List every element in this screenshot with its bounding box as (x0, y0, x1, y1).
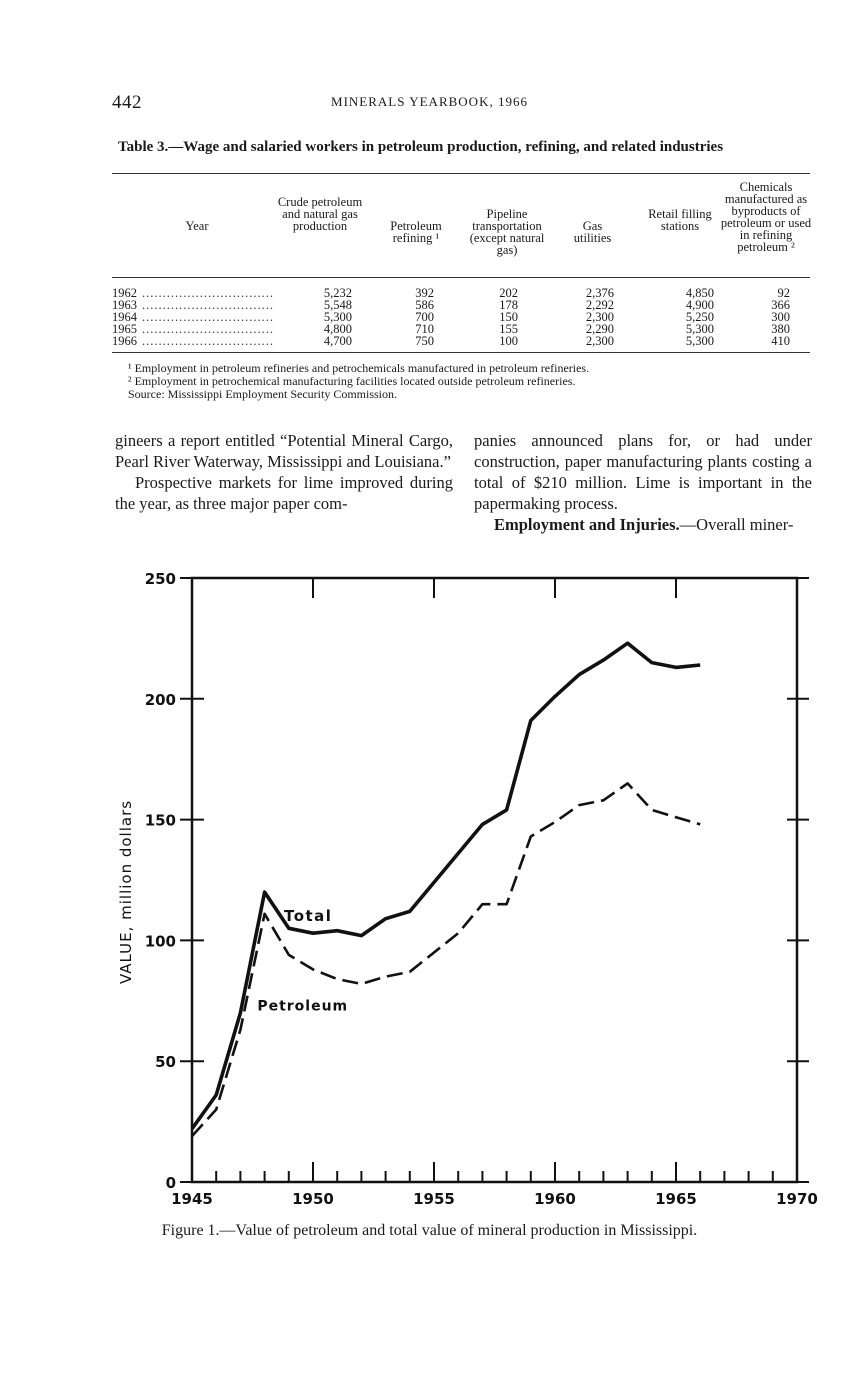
cell-year: 1963 (112, 298, 137, 312)
x-tick-label: 1960 (534, 1190, 576, 1208)
cell-year: 1966 (112, 334, 137, 348)
cell-crude: 5,232 (323, 286, 352, 300)
table-header-pipeline: Pipeline transportation (except natural gas) (469, 207, 545, 257)
x-tick-label: 1955 (413, 1190, 455, 1208)
chart-labels (117, 570, 818, 1208)
cell-chemicals: 92 (777, 286, 790, 300)
cell-gas: 2,300 (585, 310, 614, 324)
table-footnote-1: ¹ Employment in petroleum refineries and petrochemicals manufactured in petroleum refineries. (128, 361, 590, 375)
cell-retail: 4,900 (685, 298, 714, 312)
figure-caption: Figure 1.—Value of petroleum and total value of mineral production in Mississippi. (161, 1222, 698, 1239)
value-chart (0, 560, 859, 1215)
x-tick-label: 1945 (171, 1190, 213, 1208)
cell-crude: 4,800 (323, 322, 352, 336)
cell-chemicals: 300 (771, 310, 790, 324)
table-title: Table 3.—Wage and salaried workers in petroleum production, refining, and related industries (118, 139, 724, 155)
table-header-refining: Petroleum refining ¹ (390, 219, 442, 245)
annotation-petroleum: Petroleum (257, 998, 349, 1015)
cell-refining: 392 (415, 286, 434, 300)
x-tick-label: 1965 (655, 1190, 697, 1208)
cell-year: 1962 (112, 286, 137, 300)
x-tick-label: 1950 (292, 1190, 334, 1208)
cell-retail: 5,250 (685, 310, 714, 324)
cell-chemicals: 380 (771, 322, 790, 336)
cell-refining: 710 (415, 322, 434, 336)
table-header-rule (112, 277, 810, 278)
cell-retail: 4,850 (685, 286, 714, 300)
y-tick-label: 250 (144, 570, 176, 588)
y-tick-label: 0 (165, 1174, 176, 1192)
table-footnote-2: ² Employment in petrochemical manufacturing facilities located outside petroleum refineries. (128, 374, 576, 388)
table-header-retail: Retail filling stations (648, 207, 712, 233)
cell-gas: 2,376 (585, 286, 614, 300)
table-header-year: Year (185, 219, 209, 233)
plot-frame (192, 578, 797, 1182)
y-tick-label: 50 (155, 1053, 176, 1072)
y-tick-label: 150 (144, 811, 176, 830)
y-tick-label: 100 (144, 932, 176, 951)
right-paragraph-1: panies announced plans for, or had under construction, paper manufacturing plants costing a total of $210 million. Lime is important in the papermaking process. (474, 431, 812, 513)
table-row: 1966 ................................ 4,700 750 100 2,300 5,300 410 (112, 334, 790, 348)
x-tick-label: 1970 (776, 1190, 818, 1208)
table-header-chemicals: Chemicals manufactured as byproducts of petroleum or used in refining petroleum ² (720, 180, 812, 254)
annotation-total: Total (283, 907, 333, 926)
chart-series (192, 643, 700, 1136)
cell-refining: 586 (415, 298, 434, 312)
chart-axes (192, 578, 797, 1182)
cell-retail: 5,300 (685, 334, 714, 348)
left-paragraph-1: gineers a report entitled “Potential Mineral Cargo, Pearl River Waterway, Mississippi and Louisiana.” (115, 431, 453, 471)
table-row: 1962 ................................ 5,232 392 202 2,376 4,850 92 (112, 286, 790, 300)
table-header-gas: Gas utilities (573, 219, 612, 245)
y-axis-label: VALUE, million dollars (117, 799, 135, 985)
cell-year: 1965 (112, 322, 137, 336)
cell-refining: 750 (415, 334, 434, 348)
y-tick-label: 200 (144, 690, 176, 709)
table-row: 1964 ................................ 5,300 700 150 2,300 5,250 300 (112, 310, 790, 324)
page-number: 442 (112, 92, 142, 113)
cell-chemicals: 366 (771, 298, 790, 312)
cell-crude: 5,548 (323, 298, 352, 312)
left-paragraph-2: Prospective markets for lime improved during the year, as three major paper com- (115, 473, 453, 513)
table-source: Source: Mississippi Employment Security Commission. (128, 387, 398, 401)
table-header-crude: Crude petroleum and natural gas production (277, 195, 363, 233)
cell-year: 1964 (112, 310, 137, 324)
cell-chemicals: 410 (771, 334, 790, 348)
cell-pipeline: 150 (499, 310, 518, 324)
table-row: 1965 ................................ 4,800 710 155 2,290 5,300 380 (112, 322, 790, 336)
table-row: 1963 ................................ 5,548 586 178 2,292 4,900 366 (112, 298, 790, 312)
cell-pipeline: 100 (499, 334, 518, 348)
left-column (115, 430, 453, 514)
cell-pipeline: 155 (499, 322, 518, 336)
right-paragraph-2: —Overall miner- (679, 515, 794, 534)
table-bottom-rule (112, 352, 810, 353)
cell-pipeline: 202 (499, 286, 518, 300)
cell-gas: 2,290 (585, 322, 614, 336)
section-heading-employment: Employment and Injuries. (494, 515, 680, 534)
cell-crude: 4,700 (323, 334, 352, 348)
cell-pipeline: 178 (499, 298, 518, 312)
table-top-rule (112, 173, 810, 174)
cell-crude: 5,300 (323, 310, 352, 324)
series-line-total (192, 643, 700, 1129)
running-title: MINERALS YEARBOOK, 1966 (331, 94, 528, 109)
cell-gas: 2,292 (585, 298, 614, 312)
cell-gas: 2,300 (585, 334, 614, 348)
cell-retail: 5,300 (685, 322, 714, 336)
right-column (474, 430, 812, 535)
chart-ticks (180, 578, 809, 1182)
series-line-petroleum (192, 783, 700, 1136)
cell-refining: 700 (415, 310, 434, 324)
